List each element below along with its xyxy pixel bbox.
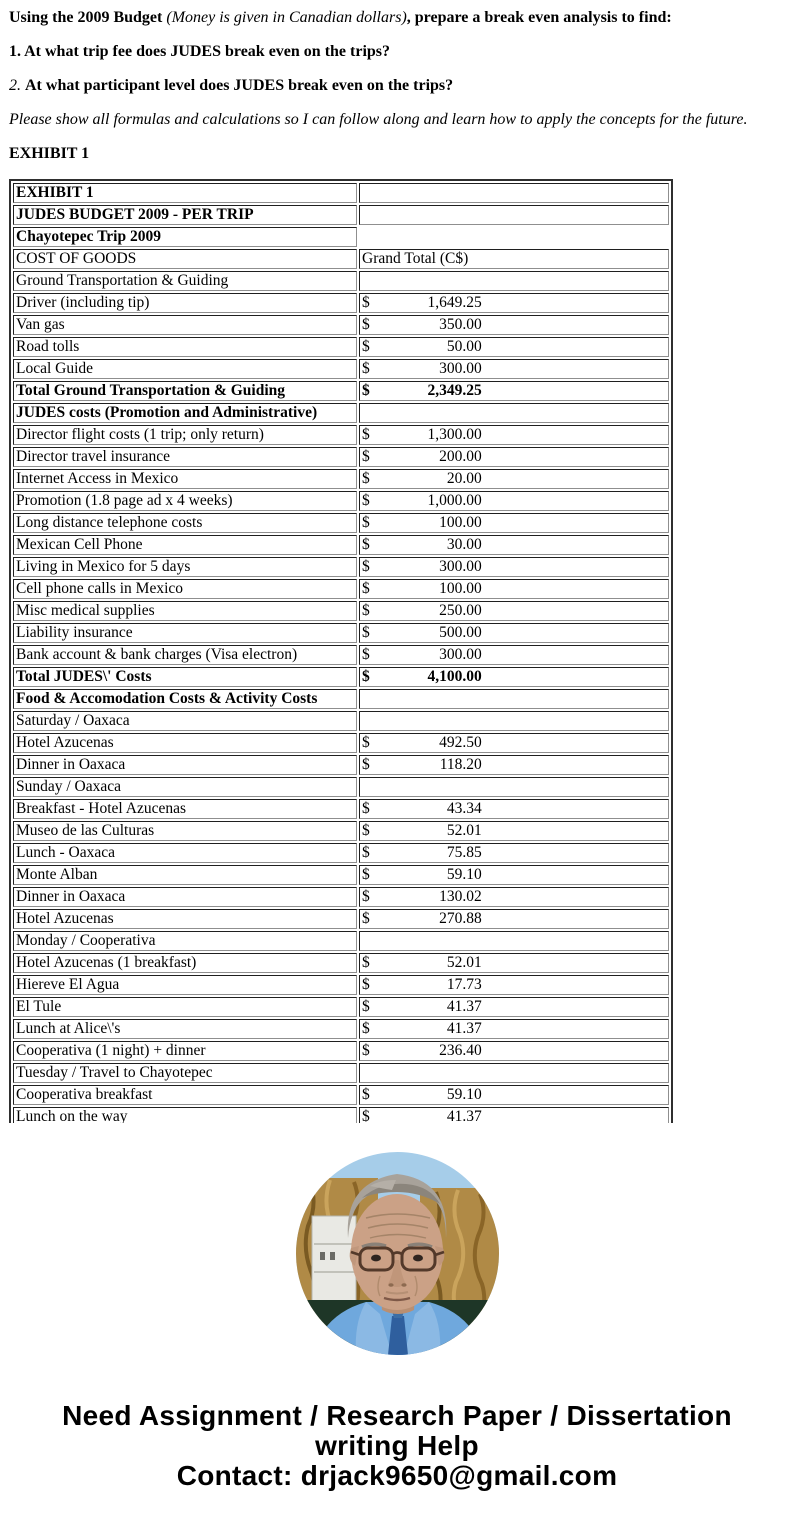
row-value-cell [359,931,669,951]
row-value-cell [359,1041,669,1061]
row-label-cell: Mexican Cell Phone [13,535,357,555]
row-value-cell [359,183,669,203]
row-label-cell: Internet Access in Mexico [13,469,357,489]
row-value-cell [359,799,669,819]
row-value-cell [359,909,669,929]
row-value-cell [359,205,669,225]
row-label-cell: Van gas [13,315,357,335]
row-label-cell: Dinner in Oaxaca [13,887,357,907]
currency-symbol: $ [362,624,370,641]
amount-value: 300.00 [439,558,482,575]
amount-value: 500.00 [439,624,482,641]
amount-value: 270.88 [439,910,482,927]
row-value-cell [359,755,669,775]
table-row [13,601,669,621]
row-label-cell: Living in Mexico for 5 days [13,557,357,577]
table-row [13,403,669,423]
table-row [13,1019,669,1039]
amount-value: 43.34 [446,800,482,817]
table-row [13,227,669,247]
currency-symbol: $ [362,646,370,663]
row-value-cell [359,667,669,687]
currency-symbol: $ [362,1020,370,1037]
row-value-cell [359,623,669,643]
row-label-cell: JUDES costs (Promotion and Administrative) [13,403,357,423]
row-value-cell [359,359,669,379]
row-value-cell [359,733,669,753]
amount-value: 492.50 [439,734,482,751]
table-row [13,425,669,445]
table-row [13,359,669,379]
row-label-cell: Hotel Azucenas [13,909,357,929]
currency-symbol: $ [362,558,370,575]
table-row [13,711,669,731]
row-value-cell [359,381,669,401]
amount-value: 300.00 [439,646,482,663]
currency-symbol: $ [362,976,370,993]
currency-symbol: $ [362,800,370,817]
amount-value: 50.00 [446,338,482,355]
row-value-cell [359,821,669,841]
currency-symbol: $ [362,910,370,927]
row-value-cell [359,1019,669,1039]
currency-symbol: $ [362,822,370,839]
table-row [13,777,669,797]
budget-table [9,179,673,1123]
table-row [13,557,669,577]
amount-value: 100.00 [439,514,482,531]
intro-italic-note: (Money is given in Canadian dollars) [166,9,407,26]
table-row [13,469,669,489]
table-row [13,513,669,533]
table-row [13,997,669,1017]
row-label-cell: Food & Accomodation Costs & Activity Costs [13,689,357,709]
row-label-cell: Tuesday / Travel to Chayotepec [13,1063,357,1083]
row-label-cell: Breakfast - Hotel Azucenas [13,799,357,819]
table-row [13,909,669,929]
intro-paragraph [9,9,784,27]
amount-value: 41.37 [446,998,482,1015]
amount-value: 2,349.25 [427,382,482,399]
question-2 [9,77,784,95]
currency-symbol: $ [362,360,370,377]
table-row [13,799,669,819]
table-row [13,623,669,643]
amount-value: 1,000.00 [427,492,482,509]
amount-value: 41.37 [446,1020,482,1037]
table-row [13,1063,669,1083]
currency-symbol: $ [362,1108,370,1123]
row-label-cell: Cell phone calls in Mexico [13,579,357,599]
question-2-number: 2. [9,77,25,94]
table-row [13,931,669,951]
currency-symbol: $ [362,580,370,597]
row-label-cell: Sunday / Oaxaca [13,777,357,797]
currency-symbol: $ [362,426,370,443]
row-label-cell: Hotel Azucenas (1 breakfast) [13,953,357,973]
row-value-cell [359,271,669,291]
row-label-cell: Bank account & bank charges (Visa electron) [13,645,357,665]
currency-symbol: $ [362,382,370,399]
table-row [13,1107,669,1123]
currency-symbol: $ [362,1086,370,1103]
currency-symbol: $ [362,514,370,531]
row-label-cell: El Tule [13,997,357,1017]
currency-symbol: $ [362,734,370,751]
footer-help-text [0,1401,794,1491]
table-row [13,887,669,907]
row-value-cell [359,491,669,511]
row-label-cell: Director travel insurance [13,447,357,467]
amount-value: 41.37 [446,1108,482,1123]
footer-line: writing Help [315,1430,479,1461]
table-row [13,491,669,511]
row-value-cell [359,1085,669,1105]
amount-value: 30.00 [446,536,482,553]
currency-symbol: $ [362,954,370,971]
exhibit-heading: EXHIBIT 1 [9,145,90,162]
row-label-cell: Lunch on the way [13,1107,357,1123]
row-value-cell [359,425,669,445]
row-value-cell [359,403,669,423]
row-value-cell [359,711,669,731]
amount-value: 59.10 [446,866,482,883]
budget-table-clip [9,179,784,1123]
footer-line: Need Assignment / Research Paper / Dissertation [62,1400,732,1431]
row-value-cell [359,953,669,973]
table-row [13,381,669,401]
row-label-cell: Misc medical supplies [13,601,357,621]
currency-symbol: $ [362,470,370,487]
amount-value: 130.02 [439,888,482,905]
row-label-cell: Saturday / Oaxaca [13,711,357,731]
table-row [13,821,669,841]
amount-value: 350.00 [439,316,482,333]
table-row [13,689,669,709]
intro-bold-lead: Using the 2009 Budget [9,9,167,26]
intro-bold-tail: , prepare a break even analysis to find: [406,9,672,26]
currency-symbol: $ [362,338,370,355]
row-label-cell: Dinner in Oaxaca [13,755,357,775]
table-row [13,205,669,225]
amount-value: 59.10 [446,1086,482,1103]
row-value-cell [359,601,669,621]
row-value-cell [359,689,669,709]
row-value-cell [359,1107,669,1123]
row-label-cell: Long distance telephone costs [13,513,357,533]
row-value-cell [359,293,669,313]
row-label-cell: Total JUDES\' Costs [13,667,357,687]
amount-value: 250.00 [439,602,482,619]
table-row [13,953,669,973]
table-row [13,865,669,885]
currency-symbol: $ [362,866,370,883]
currency-symbol: $ [362,294,370,311]
table-row [13,1041,669,1061]
currency-symbol: $ [362,316,370,333]
amount-value: 4,100.00 [427,668,482,685]
table-row [13,579,669,599]
row-value-cell [359,469,669,489]
table-row [13,315,669,335]
currency-symbol: $ [362,756,370,773]
table-row [13,271,669,291]
amount-value: 1,300.00 [427,426,482,443]
question-2-text: At what participant level does JUDES break even on the trips? [25,77,454,94]
currency-symbol: $ [362,536,370,553]
row-label-cell: COST OF GOODS [13,249,357,269]
currency-symbol: $ [362,888,370,905]
row-label-cell: Hiereve El Agua [13,975,357,995]
amount-value: 52.01 [446,822,482,839]
row-label-cell: Promotion (1.8 page ad x 4 weeks) [13,491,357,511]
table-row [13,337,669,357]
row-value-cell [359,447,669,467]
currency-symbol: $ [362,668,370,685]
note-paragraph: Please show all formulas and calculations so I can follow along and learn how to apply the concepts for the future. [9,111,748,128]
row-label-cell: Lunch at Alice\'s [13,1019,357,1039]
table-row [13,1085,669,1105]
row-value-cell [359,535,669,555]
table-row [13,975,669,995]
question-1: 1. At what trip fee does JUDES break even on the trips? [9,43,391,60]
table-row [13,183,669,203]
table-row [13,645,669,665]
row-label-cell: Monday / Cooperativa [13,931,357,951]
amount-value: 52.01 [446,954,482,971]
amount-value: 75.85 [446,844,482,861]
contact-email-line: Contact: drjack9650@gmail.com [176,1460,618,1491]
row-label-cell: Ground Transportation & Guiding [13,271,357,291]
currency-symbol: $ [362,448,370,465]
budget-table-rows [13,183,669,1123]
row-label-cell: EXHIBIT 1 [13,183,357,203]
row-label-cell: Cooperativa breakfast [13,1085,357,1105]
row-label-cell: Hotel Azucenas [13,733,357,753]
row-label-cell: Director flight costs (1 trip; only return) [13,425,357,445]
table-row [13,843,669,863]
table-row [13,293,669,313]
currency-symbol: $ [362,602,370,619]
amount-value: 200.00 [439,448,482,465]
row-value-cell [359,645,669,665]
amount-value: 300.00 [439,360,482,377]
row-label-cell: Driver (including tip) [13,293,357,313]
currency-symbol: $ [362,492,370,509]
table-row [13,667,669,687]
amount-value: 100.00 [439,580,482,597]
row-value-cell: Grand Total (C$) [359,249,669,269]
row-value-cell [359,997,669,1017]
row-value-cell [359,337,669,357]
amount-value: 20.00 [446,470,482,487]
row-label-cell: Total Ground Transportation & Guiding [13,381,357,401]
row-value-cell [359,579,669,599]
currency-symbol: $ [362,998,370,1015]
row-value-cell [359,777,669,797]
row-label-cell: Monte Alban [13,865,357,885]
amount-value: 236.40 [439,1042,482,1059]
amount-value: 118.20 [439,756,482,773]
row-label-cell: Chayotepec Trip 2009 [13,227,357,247]
row-label-cell: JUDES BUDGET 2009 - PER TRIP [13,205,357,225]
currency-symbol: $ [362,844,370,861]
row-label-cell: Road tolls [13,337,357,357]
row-value-cell [359,557,669,577]
row-value-cell [359,315,669,335]
row-label-cell: Lunch - Oaxaca [13,843,357,863]
row-value-cell [359,1063,669,1083]
row-label-cell: Local Guide [13,359,357,379]
row-value-cell [359,513,669,533]
table-row [13,447,669,467]
table-row [13,535,669,555]
row-label-cell: Liability insurance [13,623,357,643]
amount-value: 1,649.25 [427,294,482,311]
table-row [13,733,669,753]
portrait-photo-graphic [296,1152,499,1355]
row-label-cell: Museo de las Culturas [13,821,357,841]
row-value-cell [359,975,669,995]
row-value-cell [359,865,669,885]
row-value-cell [359,843,669,863]
table-row [13,755,669,775]
table-row [13,249,669,269]
row-label-cell: Cooperativa (1 night) + dinner [13,1041,357,1061]
row-value-cell [359,887,669,907]
amount-value: 17.73 [446,976,482,993]
currency-symbol: $ [362,1042,370,1059]
portrait-photo [296,1152,499,1355]
